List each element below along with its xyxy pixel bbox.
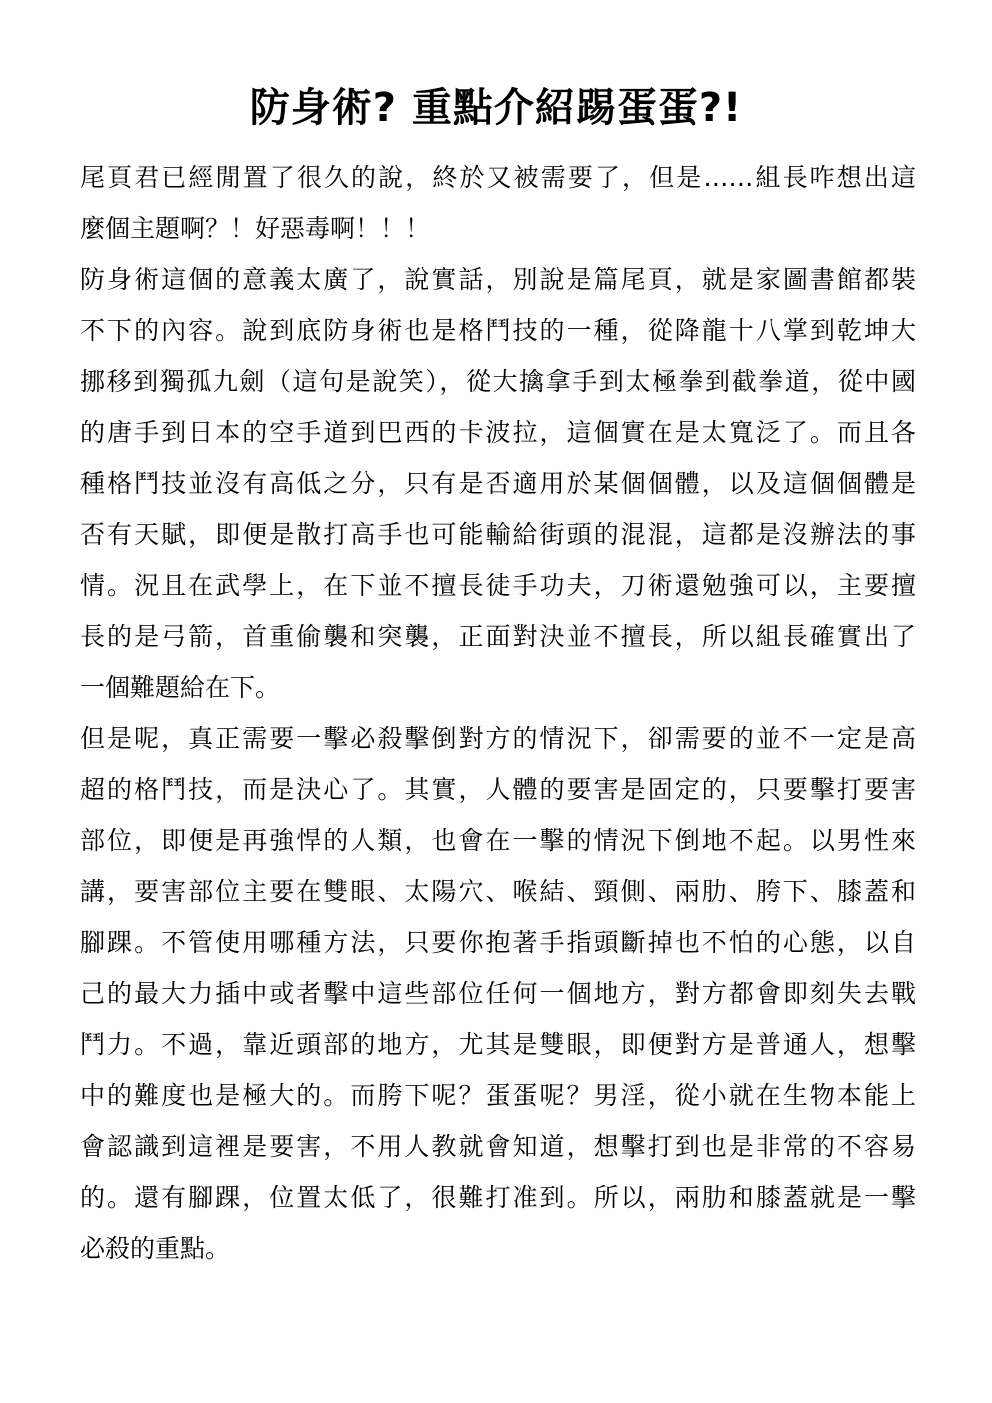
text-line: 超的格鬥技，而是決心了。其實，人體的要害是固定的，只要擊打要害 [80,775,916,804]
text-line: 的唐手到日本的空手道到巴西的卡波拉，這個實在是太寬泛了。而且各 [80,418,916,447]
text-line: 必殺的重點。 [80,1234,231,1263]
article-body [80,152,916,1274]
text-line: 講，要害部位主要在雙眼、太陽穴、喉結、頸側、兩肋、胯下、膝蓋和 [80,877,916,906]
text-line: 麼個主題啊？！好惡毒啊！！！ [80,214,431,243]
text-line: 種格鬥技並沒有高低之分，只有是否適用於某個個體，以及這個個體是 [80,469,916,498]
text-line: 的。還有腳踝，位置太低了，很難打准到。所以，兩肋和膝蓋就是一擊 [80,1183,916,1212]
text-line: 長的是弓箭，首重偷襲和突襲，正面對決並不擅長，所以組長確實出了 [80,622,916,651]
text-line: 會認識到這裡是要害，不用人教就會知道，想擊打到也是非常的不容易 [80,1132,916,1161]
text-line: 部位，即便是再強悍的人類，也會在一擊的情況下倒地不起。以男性來 [80,826,916,855]
text-line: 不下的內容。說到底防身術也是格鬥技的一種，從降龍十八掌到乾坤大 [80,316,916,345]
text-line: 否有天賦，即便是散打高手也可能輸給街頭的混混，這都是沒辦法的事 [80,520,916,549]
text-line: 腳踝。不管使用哪種方法，只要你抱著手指頭斷掉也不怕的心態，以自 [80,928,916,957]
text-line: 但是呢，真正需要一擊必殺擊倒對方的情況下，卻需要的並不一定是高 [80,724,916,753]
text-line: 防身術這個的意義太廣了，說實話，別說是篇尾頁，就是家圖書館都裝 [80,265,916,294]
paragraph-intro [80,152,916,254]
paragraph-vital-points [80,713,916,1274]
paragraph-definition [80,254,916,713]
text-line: 一個難題給在下。 [80,673,281,702]
text-line: 鬥力。不過，靠近頭部的地方，尤其是雙眼，即便對方是普通人，想擊 [80,1030,916,1059]
page-title: 防身術? 重點介紹踢蛋蛋?! [249,85,743,131]
text-line: 中的難度也是極大的。而胯下呢？蛋蛋呢？男淫，從小就在生物本能上 [80,1081,916,1110]
text-line: 尾頁君已經閒置了很久的說，終於又被需要了，但是……組長咋想出這 [80,163,916,192]
text-line: 挪移到獨孤九劍（這句是說笑），從大擒拿手到太極拳到截拳道，從中國 [80,367,916,396]
text-line: 情。況且在武學上，在下並不擅長徒手功夫，刀術還勉強可以，主要擅 [80,571,916,600]
text-line: 己的最大力插中或者擊中這些部位任何一個地方，對方都會即刻失去戰 [80,979,916,1008]
